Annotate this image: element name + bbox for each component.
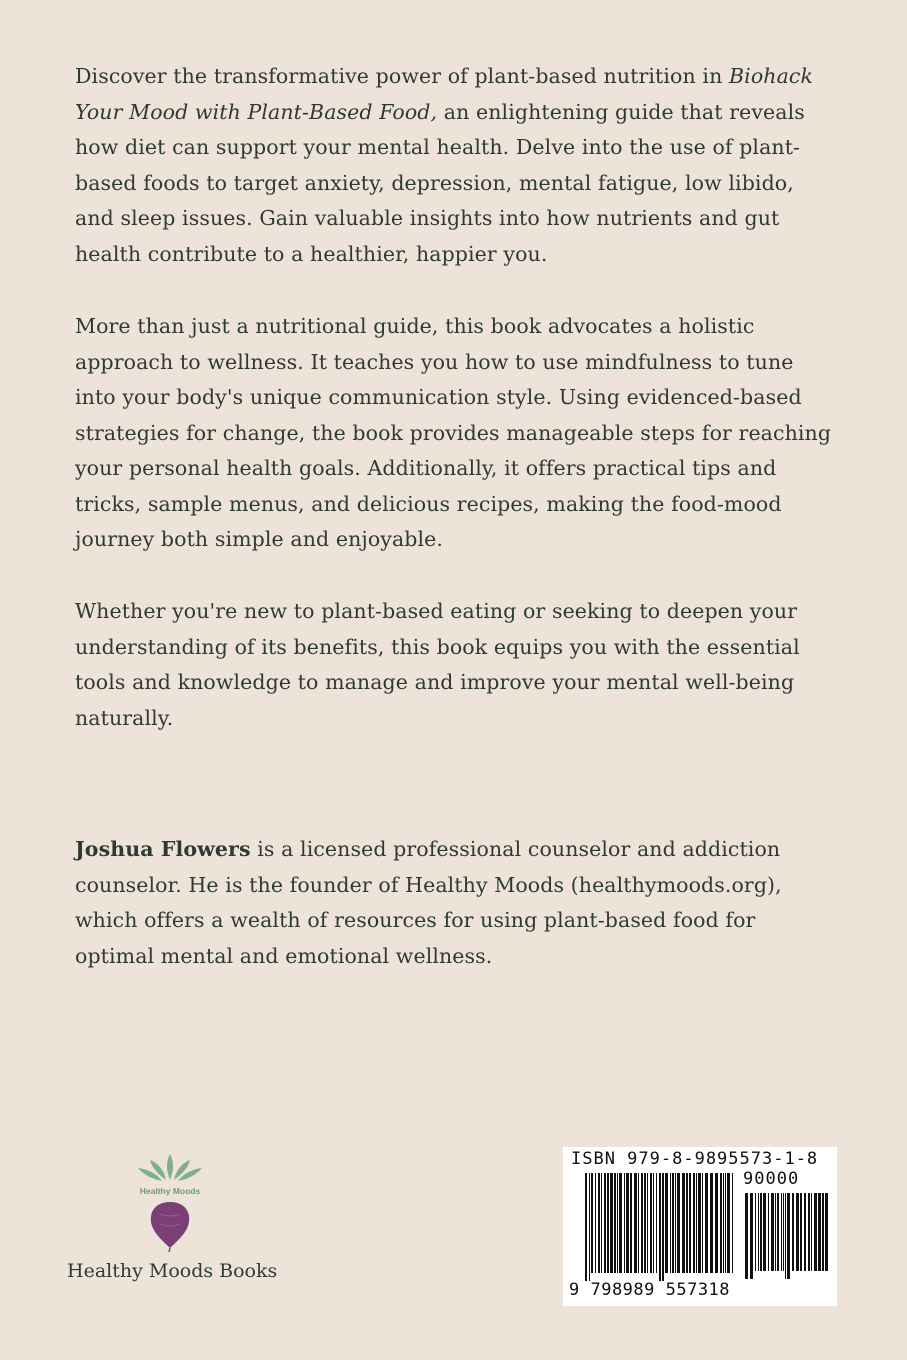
barcode-bar	[672, 1173, 674, 1273]
barcode-bars-main	[585, 1173, 735, 1281]
barcode-bar	[659, 1173, 661, 1281]
barcode-bar	[595, 1173, 596, 1273]
description-paragraph-1	[75, 59, 835, 272]
barcode-bar	[787, 1193, 790, 1279]
barcode-bar	[760, 1193, 762, 1271]
description-paragraph-3: Whether you're new to plant-based eating or seeking to deepen your understanding of its benefits, this book equips you with the essential tools and knowledge to manage and improve your mental well-being naturally.	[75, 599, 800, 730]
barcode-bar	[647, 1173, 648, 1273]
barcode-bar	[634, 1173, 637, 1273]
barcode-bar	[585, 1173, 587, 1281]
barcode-bar	[665, 1173, 668, 1273]
barcode-bar	[604, 1173, 606, 1273]
barcode-bar	[638, 1173, 639, 1273]
barcode-bar	[763, 1193, 766, 1271]
barcode-bar	[591, 1173, 593, 1273]
p1-intro: Discover the transformative power of plant-based nutrition in	[75, 64, 729, 88]
book-title: Biohack Your Mood with Plant-Based Food,	[75, 64, 813, 124]
barcode-bar	[727, 1173, 730, 1273]
author-bio-text: is a licensed professional counselor and addiction counselor. He is the founder of Healthy Moods (healthymoods.org), which offers a wealth of resources for using plant-based food for optimal mental and emotional wellness.	[75, 837, 782, 968]
barcode-bar	[783, 1193, 784, 1271]
barcode-bar	[589, 1173, 590, 1281]
barcode-bar	[705, 1173, 708, 1273]
description-paragraph-2: More than just a nutritional guide, this book advocates a holistic approach to wellness. It teaches you how to use mindfulness to tune into your body's unique communication style. Using evidenced-based strategies for change, the book provides manageable steps for reaching your personal health goals. Additionally, it offers practical tips and tricks, sample menus, and delicious recipes, making the food-mood journey both simple and enjoyable.	[75, 314, 832, 551]
barcode-bar	[825, 1193, 828, 1271]
barcode-bar	[614, 1173, 616, 1273]
barcode-bar	[755, 1193, 756, 1271]
barcode-addon-digits: 90000	[743, 1169, 800, 1189]
barcode-bar	[723, 1173, 724, 1273]
author-bio	[75, 832, 835, 974]
barcode-bar	[686, 1173, 688, 1273]
barcode-bar	[818, 1193, 821, 1271]
barcode-bar	[796, 1193, 799, 1271]
barcode-bar	[624, 1173, 625, 1273]
barcode-bar	[610, 1173, 613, 1273]
barcode-bar	[800, 1193, 802, 1271]
p1-rest: an enlightening guide that reveals how diet can support your mental health. Delve into the use of plant-based foods to target anxiety, depression, mental fatigue, low libido, and sleep issues. Gain valuable insights into how nutrients and gut health contribute to a healthier, happier you.	[75, 99, 805, 266]
barcode-bars-addon	[745, 1193, 829, 1281]
barcode-bar	[653, 1173, 654, 1273]
barcode-bar	[601, 1173, 602, 1273]
barcode-bar	[619, 1173, 622, 1273]
barcode-bar	[792, 1193, 794, 1271]
barcode-ean-digits: 9 798989 557318	[569, 1280, 731, 1300]
barcode-bar	[781, 1193, 782, 1271]
barcode-bar	[768, 1193, 769, 1271]
healthy-moods-logo	[120, 1152, 220, 1252]
publisher-name: Healthy Moods Books	[67, 1260, 278, 1282]
barcode-bar	[650, 1173, 652, 1273]
barcode-bar	[702, 1173, 703, 1273]
barcode-bar	[814, 1193, 817, 1271]
barcode-bar	[750, 1193, 753, 1279]
logo-text: Healthy Moods	[139, 1186, 201, 1196]
barcode-bar	[617, 1173, 618, 1273]
barcode-bar	[675, 1173, 676, 1273]
barcode-bar	[715, 1173, 718, 1273]
isbn-barcode	[563, 1147, 837, 1306]
author-name: Joshua Flowers	[75, 837, 251, 861]
barcode-bar	[771, 1193, 774, 1271]
barcode-bar	[656, 1173, 657, 1273]
barcode-bar	[696, 1173, 697, 1273]
barcode-bar	[804, 1193, 806, 1271]
beet-icon	[151, 1202, 189, 1252]
barcode-bar	[808, 1193, 810, 1271]
barcode-bar	[710, 1173, 713, 1273]
barcode-bar	[598, 1173, 600, 1273]
barcode-bar	[626, 1173, 629, 1273]
barcode-bar	[822, 1193, 824, 1271]
barcode-bar	[758, 1193, 759, 1271]
barcode-bar	[785, 1193, 786, 1279]
barcode-bar	[720, 1173, 722, 1273]
barcode-bar	[693, 1173, 695, 1273]
isbn-label: ISBN 979-8-9895573-1-8	[571, 1149, 819, 1169]
barcode-bar	[682, 1173, 685, 1273]
barcode-bar	[732, 1173, 733, 1273]
barcode-bar	[811, 1193, 812, 1271]
barcode-bar	[670, 1173, 671, 1273]
barcode-bar	[630, 1173, 632, 1273]
barcode-bar	[644, 1173, 646, 1273]
barcode-bar	[698, 1173, 701, 1273]
barcode-bar	[725, 1173, 726, 1273]
leaf-sprout-icon	[138, 1154, 202, 1181]
barcode-bar	[775, 1193, 776, 1271]
barcode-bar	[641, 1173, 643, 1273]
barcode-bar	[662, 1173, 664, 1281]
barcode-bar	[745, 1193, 748, 1279]
barcode-bar	[777, 1193, 779, 1271]
barcode-bar	[607, 1173, 609, 1273]
barcode-bar	[689, 1173, 691, 1273]
barcode-bar	[677, 1173, 680, 1273]
